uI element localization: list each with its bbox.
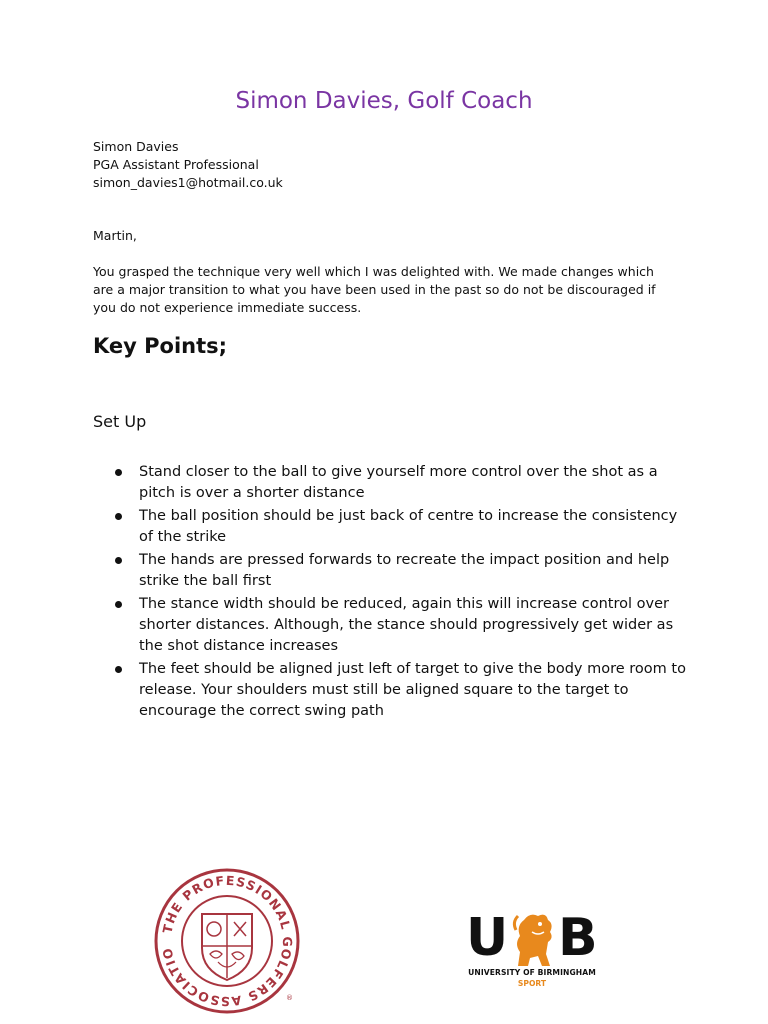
uob-letter-b: B — [558, 908, 598, 968]
list-item-text: The ball position should be just back of centre to increase the consistency of the strike — [139, 508, 678, 545]
bullet-icon — [115, 513, 122, 520]
list-item — [112, 659, 692, 722]
pga-logo-text: THE PROFESSIONAL GOLFERS ASSOCIATIO — [159, 872, 296, 1010]
uob-sport-text: SPORT — [517, 979, 547, 988]
greeting: Martin, — [93, 228, 137, 243]
list-item-text: The stance width should be reduced, again this will increase control over shorter distances. Although, the stance should progressively get wider as the shot distance increases — [139, 596, 674, 654]
contact-block — [93, 138, 283, 192]
pga-logo — [152, 866, 302, 1016]
pga-crest-icon — [152, 866, 302, 1016]
pga-registered-mark: ® — [286, 994, 293, 1002]
intro-paragraph: You grasped the technique very well which I was delighted with. We made changes which are a major transition to what you have been used in the past so do not be discouraged if you do not experience immediate success. — [93, 264, 656, 315]
bullet-icon — [115, 666, 122, 673]
bullet-icon — [115, 557, 122, 564]
list-item-text: Stand closer to the ball to give yourself more control over the shot as a pitch is over a shorter distance — [139, 464, 658, 501]
page-title: Simon Davies, Golf Coach — [235, 88, 533, 114]
uob-sport-logo — [462, 908, 602, 990]
setup-heading: Set Up — [93, 412, 147, 431]
uob-letter-u: U — [466, 908, 509, 968]
key-points-heading: Key Points; — [93, 334, 228, 358]
list-item — [112, 594, 692, 657]
bullet-icon — [115, 601, 122, 608]
contact-role: PGA Assistant Professional — [93, 157, 259, 172]
contact-name: Simon Davies — [93, 139, 179, 154]
list-item — [112, 506, 692, 548]
list-item-text: The feet should be aligned just left of target to give the body more room to release. Your shoulders must still be aligned square to the target to encourage the correct swing path — [139, 661, 686, 719]
bullet-icon — [115, 469, 122, 476]
contact-email: simon_davies1@hotmail.co.uk — [93, 175, 283, 190]
uob-university-text: UNIVERSITY OF BIRMINGHAM — [468, 968, 596, 977]
list-item — [112, 550, 692, 592]
lion-icon — [510, 908, 556, 968]
list-item — [112, 462, 692, 504]
list-item-text: The hands are pressed forwards to recreate the impact position and help strike the ball first — [139, 552, 670, 589]
key-points-list — [112, 462, 692, 724]
